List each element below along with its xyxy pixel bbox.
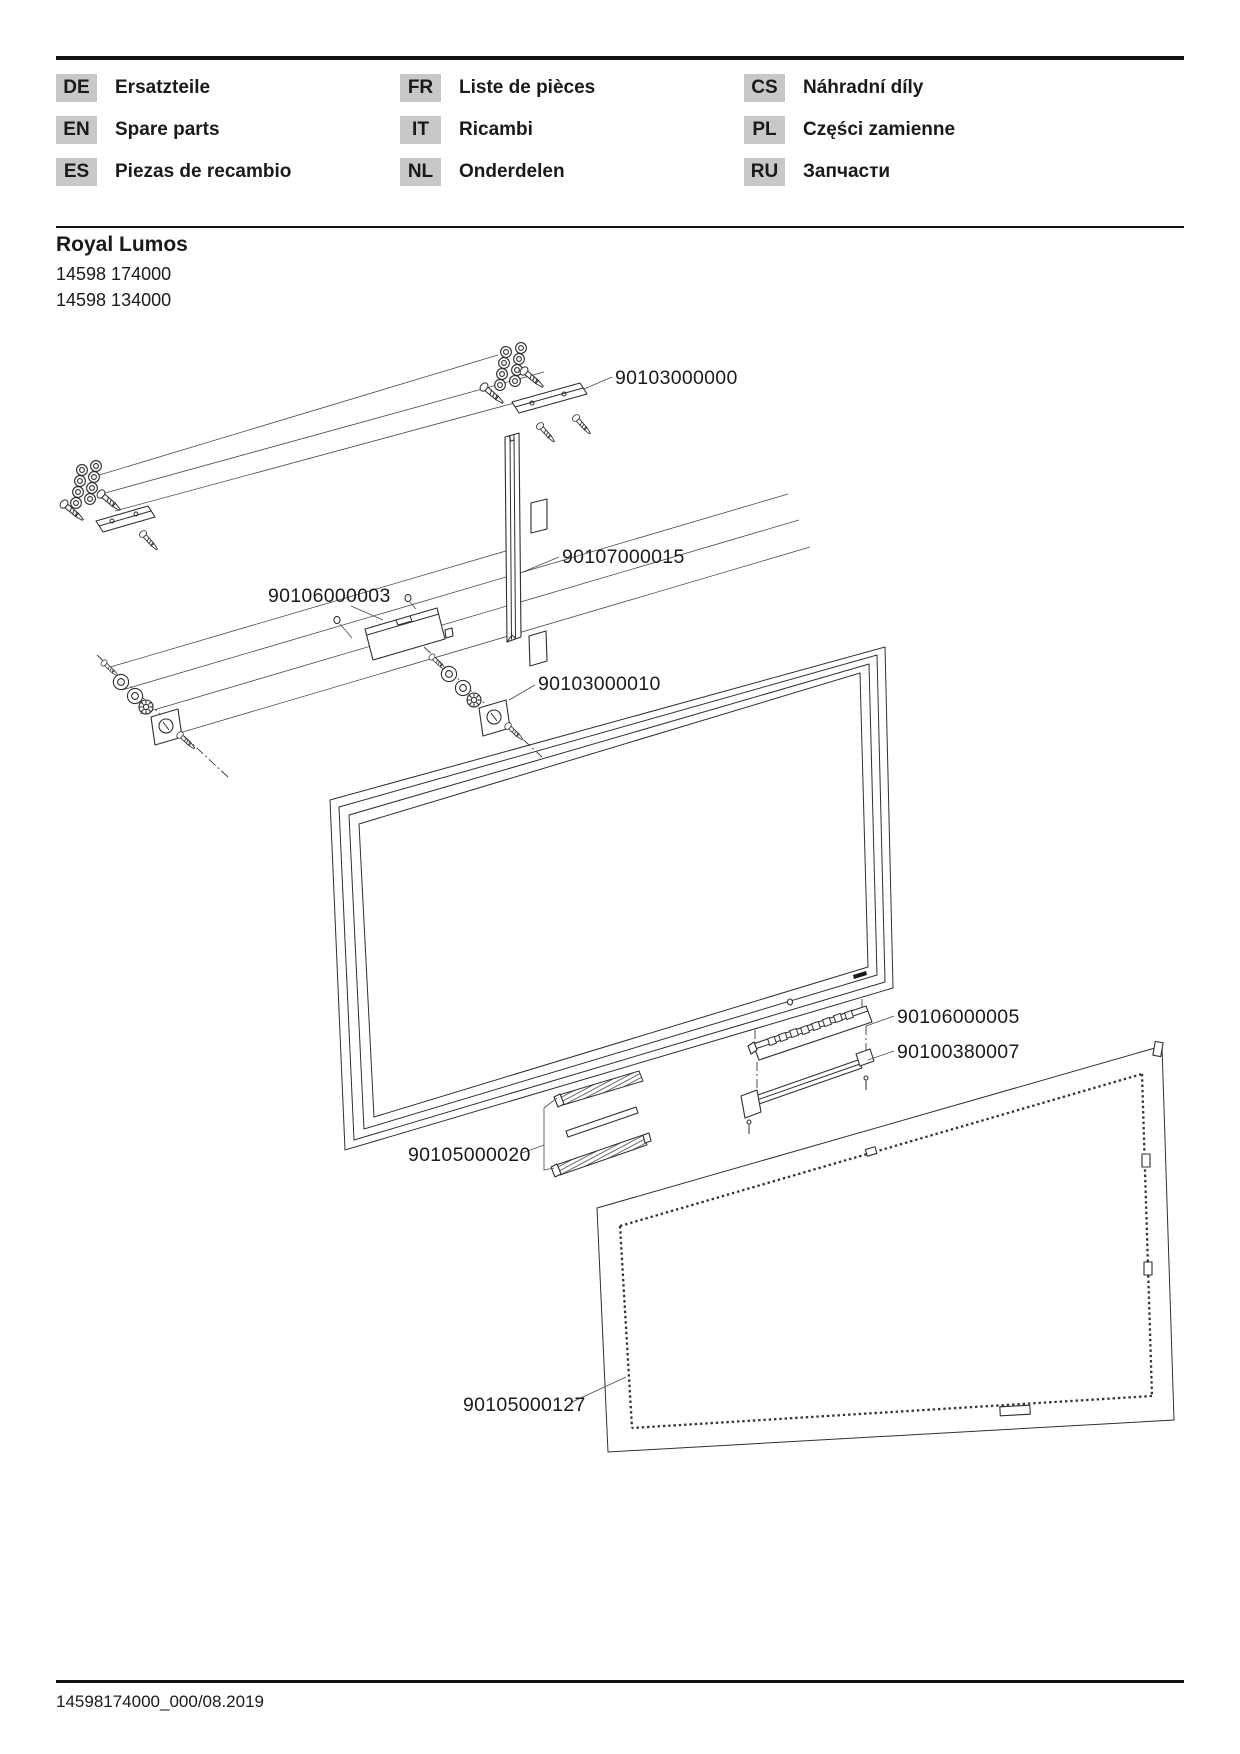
part-drawing-fixing-set-left [97,655,228,777]
part-labels [268,367,1020,1416]
part-drawing-diffuser-strips [522,1071,651,1177]
part-label-90106000003: 90106000003 [268,585,391,607]
part-label-90105000127: 90105000127 [463,1394,586,1416]
model-number: 14598 134000 [56,290,172,310]
model-number: 14598 174000 [56,264,172,284]
language-label: Części zamienne [803,119,956,140]
language-label: Запчасти [803,161,891,182]
language-code-badge: NL [400,158,441,186]
part-label-90100380007: 90100380007 [897,1041,1020,1063]
language-code-badge: PL [744,116,785,144]
part-label-90107000015: 90107000015 [562,546,685,568]
part-label-90105000020: 90105000020 [408,1144,531,1166]
language-label: Náhradní díly [803,77,924,98]
language-code-badge: FR [400,74,441,102]
language-label: Ersatzteile [115,77,211,98]
language-label: Ricambi [459,119,533,140]
part-label-90103000000: 90103000000 [615,367,738,389]
brand-logo-mark [853,971,867,979]
part-drawing-mirror-frame [330,647,893,1150]
footer-rule [56,1680,1184,1683]
part-label-90106000005: 90106000005 [897,1006,1020,1028]
language-code-badge: IT [400,116,441,144]
part-label-90103000010: 90103000010 [538,673,661,695]
document-reference: 14598174000_000/08.2019 [56,1692,264,1711]
projection-lines-long [107,494,810,739]
part-drawing-mounting-bracket-left [58,461,159,552]
language-code-badge: RU [744,158,785,186]
language-label: Liste de pièces [459,77,596,98]
part-drawing-mounting-bracket-top [478,343,592,444]
language-label: Onderdelen [459,161,565,182]
part-drawing-rear-panel [597,1041,1174,1452]
projection-lines-upper [96,355,566,511]
language-code-badge: CS [744,74,785,102]
language-label: Spare parts [115,119,220,140]
language-code-badge: DE [56,74,97,102]
language-code-badge: EN [56,116,97,144]
part-drawing-bottom-bracket [741,1049,874,1134]
language-code-badge: ES [56,158,97,186]
part-drawing-fixing-set-right [424,647,542,757]
page-title: Royal Lumos [56,233,188,256]
language-label: Piezas de recambio [115,161,292,182]
